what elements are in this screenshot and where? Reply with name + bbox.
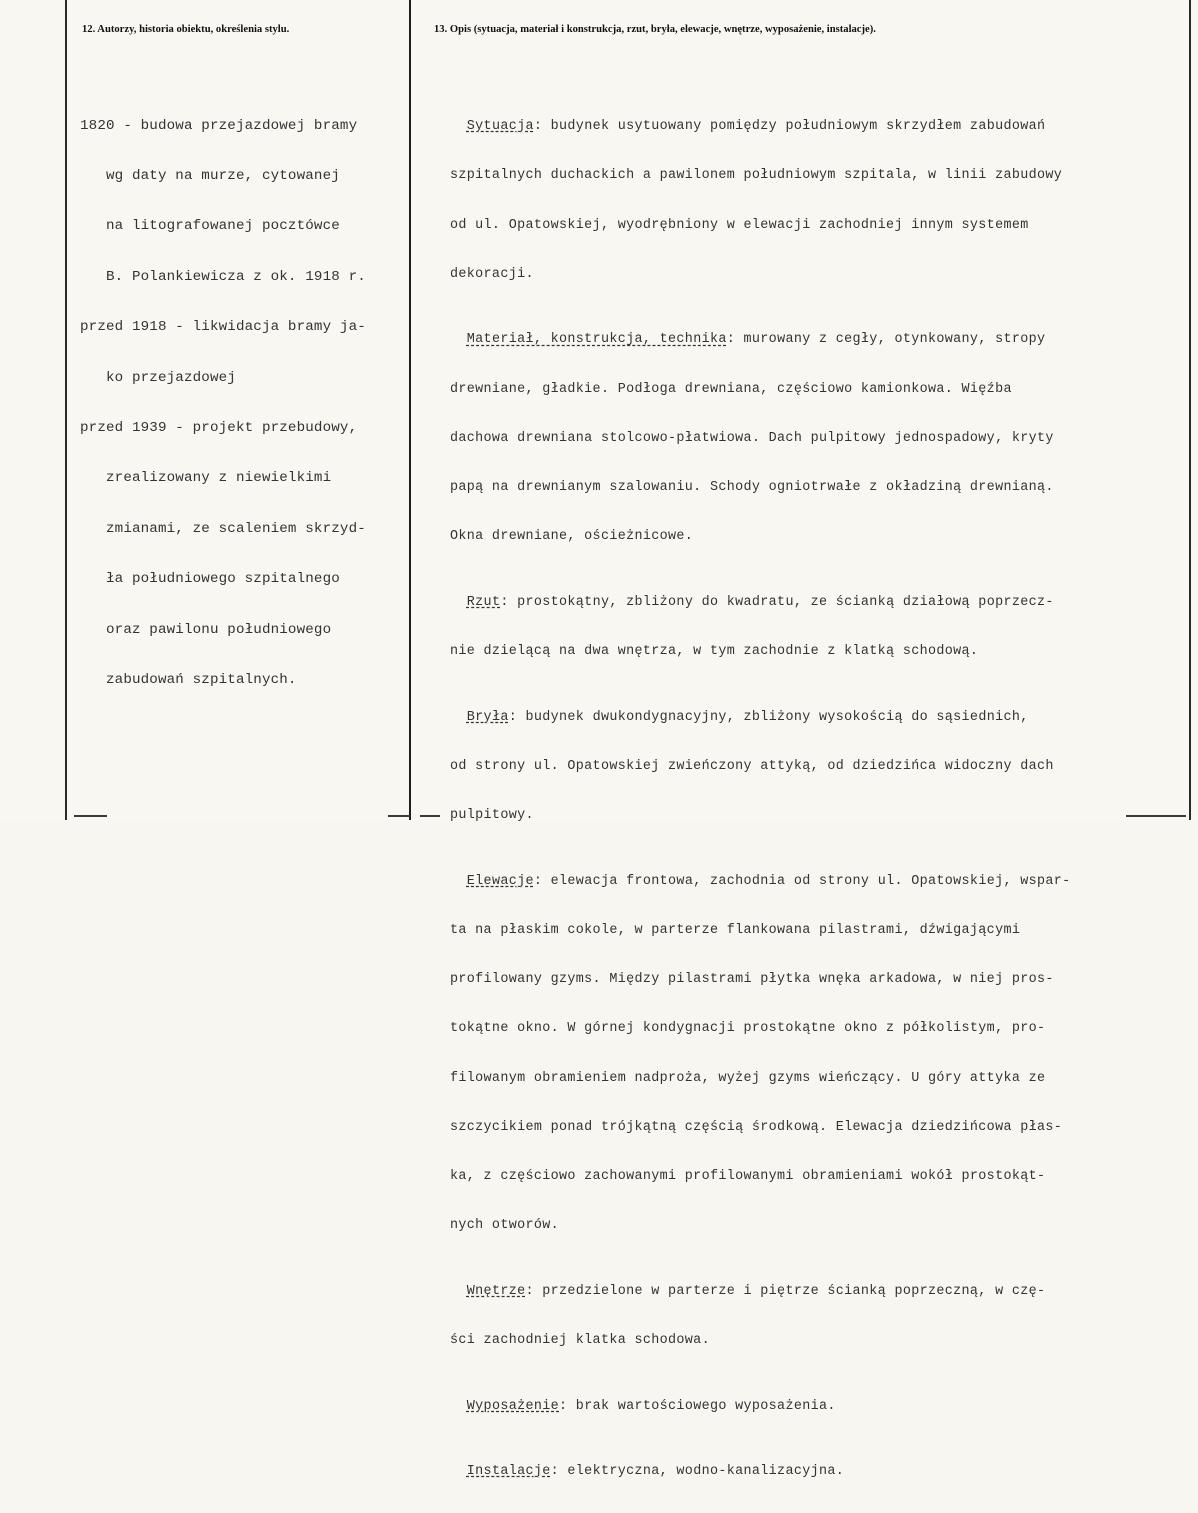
paragraph-text: : budynek dwukondygnacyjny, zbliżony wysokością do sąsiednich,	[508, 709, 1029, 725]
history-line: wg daty na murze, cytowanej	[80, 167, 340, 184]
paragraph-first-line	[450, 332, 1071, 348]
history-line: ko przejazdowej	[80, 369, 236, 386]
description-line: nie dzielącą na dwa wnętrza, w tym zachodnie z klatką schodową.	[450, 644, 979, 660]
right-page-edge	[1189, 0, 1191, 820]
description-line: profilowany gzyms. Między pilastrami płytka wnęka arkadowa, w niej pros-	[450, 972, 1054, 988]
paragraph-label-material: Materiał, konstrukcja, technika	[466, 332, 727, 348]
paragraph-text: : przedzielone w parterze i piętrze ścianką poprzeczną, w czę-	[525, 1283, 1046, 1299]
description-line: szczycikiem ponad trójkątną częścią środkową. Elewacja dziedzińcowa płas-	[450, 1119, 1063, 1135]
description-line: tokątne okno. W górnej kondygnacji prostokątne okno z półkolistym, pro-	[450, 1021, 1046, 1037]
paragraph-first-line	[450, 1464, 1071, 1480]
bottom-tick-mark	[74, 815, 107, 817]
history-text-block	[80, 84, 366, 722]
paragraph-first-line	[450, 710, 1071, 726]
paragraph-first-line	[450, 874, 1071, 890]
description-line: filowanym obramieniem nadproża, wyżej gzyms wieńczący. U góry attyka ze	[450, 1070, 1046, 1086]
description-line: od ul. Opatowskiej, wyodrębniony w elewacji zachodniej innym systemem	[450, 217, 1029, 233]
section-12-heading: 12. Autorzy, historia obiektu, określenia stylu.	[82, 24, 290, 35]
bottom-tick-mark	[420, 815, 440, 817]
history-line: zrealizowany z niewielkimi	[80, 470, 332, 487]
paragraph-text: : prostokątny, zbliżony do kwadratu, ze ścianką działową poprzecz-	[500, 594, 1054, 610]
bottom-tick-mark	[388, 815, 410, 817]
description-line: szpitalnych duchackich a pawilonem południowym szpitala, w linii zabudowy	[450, 168, 1063, 184]
column-divider	[409, 0, 411, 820]
history-line: zmianami, ze scaleniem skrzyd-	[80, 520, 366, 537]
description-line: Okna drewniane, ościeżnicowe.	[450, 529, 694, 545]
paragraph-text: : budynek usytuowany pomiędzy południowym skrzydłem zabudowań	[533, 119, 1046, 135]
paragraph-label-instalacje: Instalacje	[466, 1464, 551, 1480]
paragraph-label-wyposazenie: Wyposażenie	[466, 1398, 560, 1414]
history-line: 1820 - budowa przejazdowej bramy	[80, 117, 358, 134]
description-line: ka, z częściowo zachowanymi profilowanymi obramieniami wokół prostokąt-	[450, 1168, 1046, 1184]
left-page-edge	[65, 0, 67, 820]
description-line: nych otworów.	[450, 1218, 560, 1234]
description-text-block	[450, 70, 1071, 1513]
description-line: drewniane, gładkie. Podłoga drewniana, częściowo kamionkowa. Więźba	[450, 381, 1012, 397]
paragraph-text: : elewacja frontowa, zachodnia od strony ul. Opatowskiej, wspar-	[533, 873, 1071, 889]
description-line: dachowa drewniana stolcowo-płatwiowa. Dach pulpitowy jednospadowy, kryty	[450, 430, 1054, 446]
history-line: przed 1918 - likwidacja bramy ja-	[80, 319, 366, 336]
history-line: oraz pawilonu południowego	[80, 621, 332, 638]
paragraph-label-elewacje: Elewacje	[466, 873, 534, 889]
description-line: od strony ul. Opatowskiej zwieńczony attyką, od dziedzińca widoczny dach	[450, 758, 1054, 774]
description-line: papą na drewnianym szalowaniu. Schody ogniotrwałe z okładziną drewnianą.	[450, 480, 1054, 496]
history-line: zabudowań szpitalnych.	[80, 671, 297, 688]
description-line: ta na płaskim cokole, w parterze flankowana pilastrami, dźwigającymi	[450, 922, 1021, 938]
paragraph-first-line	[450, 1284, 1071, 1300]
history-line: przed 1939 - projekt przebudowy,	[80, 419, 358, 436]
paragraph-first-line	[450, 1399, 1071, 1415]
history-line: B. Polankiewicza z ok. 1918 r.	[80, 268, 366, 285]
description-line: dekoracji.	[450, 266, 534, 282]
history-line: ła południowego szpitalnego	[80, 571, 340, 588]
paragraph-label-bryla: Bryła	[466, 709, 509, 725]
paragraph-first-line	[450, 119, 1071, 135]
bottom-tick-mark	[1126, 815, 1186, 817]
section-13-heading: 13. Opis (sytuacja, materiał i konstrukcja, rzut, bryła, elewacje, wnętrze, wyposażenie, instalacje).	[434, 24, 876, 35]
paragraph-text: : elektryczna, wodno-kanalizacyjna.	[550, 1464, 845, 1480]
paragraph-label-rzut: Rzut	[466, 594, 501, 610]
description-line: pulpitowy.	[450, 808, 534, 824]
description-line: ści zachodniej klatka schodowa.	[450, 1332, 710, 1348]
paragraph-text: : murowany z cegły, otynkowany, stropy	[726, 332, 1046, 348]
paragraph-first-line	[450, 595, 1071, 611]
paragraph-label-wnetrze: Wnętrze	[466, 1283, 526, 1299]
paragraph-text: : brak wartościowego wyposażenia.	[559, 1398, 836, 1414]
paragraph-label-sytuacja: Sytuacja	[466, 119, 534, 135]
history-line: na litografowanej pocztówce	[80, 218, 340, 235]
